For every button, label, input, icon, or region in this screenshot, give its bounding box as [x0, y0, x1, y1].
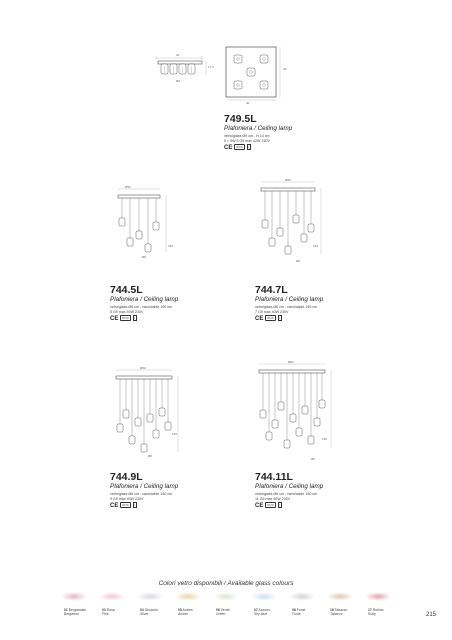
colour-swatch-fill — [99, 592, 125, 601]
colour-name-it: Azzurro — [258, 608, 271, 612]
colour-swatch — [360, 592, 396, 602]
colour-label — [64, 608, 86, 616]
colour-swatch — [322, 592, 358, 602]
product-code: 744.9L — [110, 471, 143, 483]
diagram-749-5l-top-drawing — [224, 45, 287, 103]
colour-label — [330, 608, 347, 616]
colour-name-en: Fumè — [292, 612, 301, 616]
colour-number: 08 — [292, 608, 296, 612]
colour-name-en: Sky-blue — [254, 612, 268, 616]
colour-name-en: Silver — [140, 612, 149, 616]
colour-swatch — [94, 592, 130, 602]
colour-label — [292, 608, 305, 616]
colour-number: 17 — [368, 608, 372, 612]
ce-mark: CE — [255, 503, 264, 509]
colour-swatch — [132, 592, 168, 602]
certification-marks — [110, 315, 220, 322]
product-code: 744.7L — [255, 284, 288, 296]
colour-name-en: Ruby — [368, 612, 376, 616]
product-spec: vetro/glass Ø6 cm - cavo/cable 150 cm — [255, 492, 318, 496]
product-bulb: 9 G9 max 40W 230V — [110, 497, 144, 501]
certification-marks — [255, 502, 365, 509]
colour-number: 16 — [330, 608, 334, 612]
diagram-744-7l-drawing — [255, 180, 335, 265]
colours-heading: Colori vetro disponibili / Available glass colours — [158, 580, 294, 587]
colour-swatch-fill — [365, 592, 391, 601]
colour-name-en: Bergamot — [64, 612, 79, 616]
ce-mark: CE — [110, 316, 119, 322]
product-744-11l — [255, 471, 365, 509]
certification-marks — [224, 144, 374, 151]
dim-744-5l-height: 150 — [168, 244, 174, 248]
dim-749-5l-depth: 40 — [283, 67, 287, 71]
colour-number: 01 — [64, 608, 68, 612]
colour-number: 06 — [216, 608, 220, 612]
colour-swatch-fill — [289, 592, 315, 601]
colour-swatch-fill — [137, 592, 163, 601]
product-spec: vetro/glass Ø9 cm - H 14 cm — [224, 134, 270, 138]
product-bulb: 5 × 9W 5 G9 max 42W 230V — [224, 139, 270, 143]
product-744-9l — [110, 471, 220, 509]
colour-number: 05 — [178, 608, 182, 612]
page-number: 215 — [426, 612, 437, 618]
product-spec: vetro/glass Ø6 cm - cavo/cable 150 cm — [255, 305, 318, 309]
colour-label — [368, 608, 383, 616]
certification-marks — [255, 315, 365, 322]
dim-744-7l-width: Ø58 — [285, 178, 291, 182]
colour-number: 07 — [254, 608, 258, 612]
product-code: 744.11L — [255, 471, 293, 483]
dim-744-5l-width: Ø52 — [125, 185, 131, 189]
product-title: Plafoniera / Ceiling lamp — [110, 483, 179, 490]
dim-744-11l-width: Ø62 — [288, 360, 294, 364]
colour-swatch-fill — [251, 592, 277, 601]
product-bulb: 7 G9 max 40W 230V — [255, 310, 289, 314]
dim-744-7l-glass: Ø6 — [296, 259, 301, 263]
dim-744-9l-height: 150 — [172, 432, 178, 436]
product-749-5l — [224, 113, 374, 151]
ip-rating: IP20 — [122, 503, 129, 507]
colour-name-it: Rubino — [372, 608, 384, 612]
dim-744-9l-glass: Ø6 — [148, 454, 153, 458]
colour-swatch — [284, 592, 320, 602]
colour-label — [178, 608, 193, 616]
ce-mark: CE — [110, 503, 119, 509]
colour-labels — [64, 608, 394, 622]
colour-name-it: Verde — [220, 608, 230, 612]
colour-label — [102, 608, 115, 616]
colour-name-it: Bergamotto — [68, 608, 87, 612]
dim-749-5l-width-top: 40 — [246, 101, 250, 105]
ip-rating: IP20 — [267, 316, 274, 320]
colour-name-en: Pink — [102, 612, 109, 616]
colour-label — [254, 608, 270, 616]
colour-label — [140, 608, 158, 616]
product-744-5l — [110, 284, 220, 322]
dim-749-5l-glass: Ø9 — [176, 79, 181, 83]
dim-744-11l-height: 150 — [322, 437, 328, 441]
colour-number: 03 — [102, 608, 106, 612]
colour-swatch-fill — [61, 592, 87, 601]
certification-marks — [110, 502, 220, 509]
colour-name-it: Ghiaccio — [144, 608, 158, 612]
ce-mark: CE — [255, 316, 264, 322]
product-744-7l — [255, 284, 365, 322]
ce-mark: CE — [224, 145, 233, 151]
safety-class: I — [134, 316, 136, 320]
dim-744-9l-width: Ø60 — [140, 366, 146, 370]
ip-rating: IP20 — [267, 503, 274, 507]
ip-rating: IP20 — [236, 145, 243, 149]
product-code: 744.5L — [110, 284, 143, 296]
dim-749-5l-height: 17,5 — [208, 65, 214, 69]
colour-swatch — [246, 592, 282, 602]
colour-swatch-fill — [175, 592, 201, 601]
colour-swatch — [170, 592, 206, 602]
product-title: Plafoniera / Ceiling lamp — [110, 296, 179, 303]
colour-name-it: Ambra — [182, 608, 193, 612]
product-title: Plafoniera / Ceiling lamp — [255, 296, 324, 303]
colour-swatch-strip — [56, 592, 386, 604]
product-code: 749.5L — [224, 113, 257, 125]
product-bulb: 5 G9 max 40W 230V — [110, 310, 144, 314]
product-title: Plafoniera / Ceiling lamp — [255, 483, 324, 490]
colour-name-it: Tabacco — [334, 608, 348, 612]
diagram-744-11l-drawing — [255, 362, 340, 462]
colour-swatch — [56, 592, 92, 602]
dim-744-11l-glass: Ø6 — [311, 457, 316, 461]
colour-swatch-fill — [213, 592, 239, 601]
product-title: Plafoniera / Ceiling lamp — [224, 125, 293, 132]
dim-749-5l-width-side: 40 — [176, 53, 180, 57]
colour-swatch — [208, 592, 244, 602]
diagram-744-9l-drawing — [110, 368, 190, 463]
dim-744-7l-height: 150 — [313, 244, 319, 248]
colour-swatch-fill — [327, 592, 353, 601]
safety-class: I — [248, 145, 250, 149]
colour-name-en: Amber — [178, 612, 188, 616]
colour-name-it: Fumè — [296, 608, 306, 612]
safety-class: I — [134, 503, 136, 507]
colour-name-it: Rosa — [106, 608, 115, 612]
diagram-744-5l-drawing — [110, 187, 190, 267]
ip-rating: IP20 — [122, 316, 129, 320]
colour-name-en: Green — [216, 612, 226, 616]
safety-class: I — [279, 503, 281, 507]
colour-name-en: Tabacco — [330, 612, 343, 616]
colour-number: 04 — [140, 608, 144, 612]
dim-744-5l-glass: Ø6 — [142, 255, 147, 259]
diagram-749-5l-side-drawing — [150, 48, 210, 98]
safety-class: I — [279, 316, 281, 320]
product-bulb: 11 G9 max 40W 230V — [255, 497, 291, 501]
product-spec: vetro/glass Ø6 cm - cavo/cable 150 cm — [110, 492, 173, 496]
product-spec: vetro/glass Ø6 cm - cavo/cable 150 cm — [110, 305, 173, 309]
colour-label — [216, 608, 230, 616]
